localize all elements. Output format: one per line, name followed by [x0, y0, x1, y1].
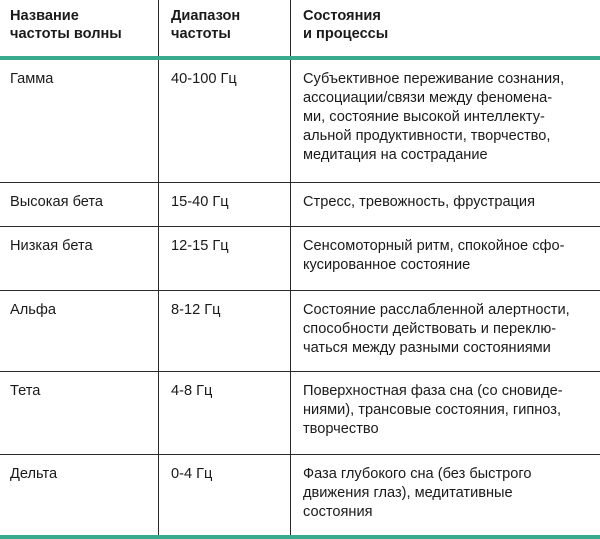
table-row: [0, 183, 600, 226]
wave-name: Гамма: [10, 71, 54, 87]
header-name-line-2: частоты волны: [10, 26, 122, 42]
wave-states: [290, 291, 600, 371]
states-line: медитация на сострадание: [303, 147, 488, 163]
table-row: [0, 60, 600, 182]
wave-range: 4-8 Гц: [158, 372, 290, 454]
wave-states: [290, 227, 600, 290]
states-line: Субъективное переживание сознания,: [303, 71, 565, 87]
header-range: [158, 0, 290, 56]
states-line: ми, состояние высокой интеллекту-: [303, 109, 545, 125]
table-row: [0, 227, 600, 290]
states-line: чаться между разными состояниями: [303, 340, 551, 356]
table-row: [0, 291, 600, 371]
header-states: [290, 0, 600, 56]
wave-name: Дельта: [10, 466, 58, 482]
wave-name: Альфа: [10, 302, 56, 318]
states-line: творчество: [303, 421, 379, 437]
wave-name: Высокая бета: [10, 194, 104, 210]
header-range-line-2: частоты: [171, 26, 231, 42]
header-name: [0, 0, 158, 56]
header-range-line-1: Диапазон: [171, 8, 241, 24]
wave-states: [290, 455, 600, 539]
states-line: Сенсомоторный ритм, спокойное сфо-: [303, 238, 565, 254]
header-states-line-2: и процессы: [303, 26, 389, 42]
wave-range: 40-100 Гц: [158, 60, 290, 182]
states-line: Поверхностная фаза сна (со сновиде-: [303, 383, 563, 399]
table-row: [0, 372, 600, 454]
states-line: движения глаз), медитативные: [303, 485, 513, 501]
states-line: альной продуктивности, творчество,: [303, 128, 551, 144]
wave-range: 12-15 Гц: [158, 227, 290, 290]
states-line: ниями), трансовые состояния, гипноз,: [303, 402, 562, 418]
header-name-line-1: Название: [10, 8, 79, 24]
states-line: способности действовать и переклю-: [303, 321, 557, 337]
states-line: Фаза глубокого сна (без быстрого: [303, 466, 532, 482]
wave-range: 8-12 Гц: [158, 291, 290, 371]
wave-states: [290, 60, 600, 182]
wave-name: Тета: [10, 383, 41, 399]
wave-states: [290, 372, 600, 454]
states-line: ассоциации/связи между феномена-: [303, 90, 553, 106]
states-line: кусированное состояние: [303, 257, 471, 273]
header-states-line-1: Состояния: [303, 8, 381, 24]
footer-accent-rule: [0, 535, 600, 539]
table-row: [0, 455, 600, 539]
wave-states: Стресс, тревожность, фрустрация: [290, 183, 600, 226]
table-header: [0, 0, 600, 56]
wave-name: Низкая бета: [10, 238, 93, 254]
states-line: Состояние расслабленной алертности,: [303, 302, 570, 318]
wave-range: 15-40 Гц: [158, 183, 290, 226]
wave-range: 0-4 Гц: [158, 455, 290, 539]
states-line: состояния: [303, 504, 373, 520]
